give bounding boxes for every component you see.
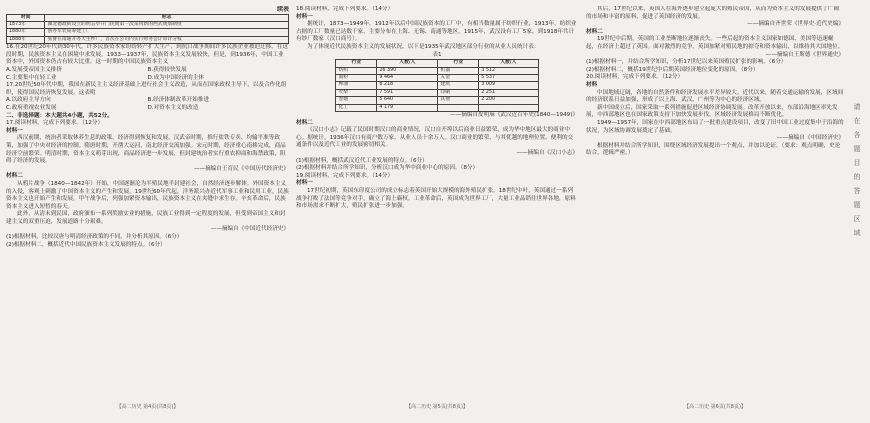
table-cell: 1873年	[7, 22, 45, 29]
table-cell: 纺织	[336, 67, 377, 74]
material-text: 为了体现近代民族资本主义的发展状况，以下是1935年武汉地区部分行业的从业人员统计表：	[307, 43, 540, 50]
sub-question: (1)根据材料一，并结合所学知识，分析17世纪以来英国殖民扩张的影响。（6分）	[586, 59, 787, 66]
table-cell: 3 009	[479, 82, 538, 89]
timeline-table	[6, 14, 289, 45]
table-head-cell: 时间	[7, 14, 45, 21]
question-16: 16.在20世纪20年代到30年代，许多民族资本家纷纷转产扩大生产，到抗日战争期间许多民族企业被迫迁移。在这段时期，民族资本主义在困境中求发展。1933—1937年，民族资本主义发展较快，但是，到1936年，中国工业资本中，外国资本仍占有较大比重。这一时期的中国民族资本主义	[6, 44, 288, 66]
material-text: 《汉口小志》记载了民国时期汉口的商业情况，汉口自开埠以后商业日益繁荣，成为华中地区最大的商业中心。据统计，1936年汉口有商户数万家，从业人员十余万人。汉口商业的繁荣，与其优越的地理位置、便利的交通条件以及近代工业的发展密切相关。	[296, 127, 574, 149]
table-title: 表1	[432, 51, 442, 58]
question-17-options	[6, 97, 289, 112]
sub-question: (1)根据材料，比较汉唐与明清经济政策的不同，并分析其原因。（6分）	[6, 234, 183, 241]
table-cell	[479, 104, 538, 111]
side-char: 在	[853, 117, 861, 125]
table-cell: 化工	[336, 104, 377, 111]
answer-area-side-note	[848, 100, 866, 320]
option: B.获得较快发展	[147, 67, 187, 73]
table-cell: 9 464	[377, 74, 438, 81]
side-char: 请	[853, 103, 861, 111]
side-char: 区	[853, 215, 861, 223]
question-17: 17.阅读材料，完成下列要求。（12分）	[6, 120, 104, 127]
material-label: 材料二	[586, 28, 603, 35]
table-head-cell: 人数/人	[479, 60, 538, 67]
table-cell: 湖北德政街设立的明志亭开门民间第一次采用新的西式规划制度	[45, 22, 289, 29]
material-text: 1949—1957年，国家在中西部地区布局了一批重点建设项目，改变了旧中国工业过度集中于沿海的状况，为区域协调发展奠定了基础。	[586, 119, 844, 134]
material-source: ——摘编自《汉口小志》	[516, 149, 578, 156]
table-cell: 1880年	[7, 29, 45, 36]
option: D.成为中国经济的主体	[147, 74, 204, 81]
table-head-cell: 标志	[45, 14, 289, 21]
option: C.主要集中在轻工业	[6, 74, 57, 81]
side-char: 域	[853, 229, 861, 237]
material-label: 材料	[586, 81, 598, 88]
question-17-choice: 17.20世纪50年代中期，我国在新民主主义经济基础上进行社会主义改造，从而在国家政权主导下，以及合作化组织，使得国民经济恢复发展，这表明	[6, 82, 287, 96]
side-char: 答	[853, 187, 861, 195]
table-head-cell: 人数/人	[377, 60, 438, 67]
material-source: ——摘编自王斯德《世界通史》	[765, 51, 844, 58]
option: C.政府重视农业发展	[6, 104, 57, 111]
table-cell: 1888年	[7, 36, 45, 43]
material-text: 19世纪中后期，英国的工业垄断地位逐渐丧失。一些后起的资本主义国家如德国、美国等迅速崛起，在经济上超过了英国。面对激烈的竞争，英国加紧对殖民地的掠夺和资本输出，以维持其大国地位。	[586, 36, 844, 50]
side-char: 题	[853, 201, 861, 209]
table-cell: 建筑	[438, 82, 479, 89]
side-char: 题	[853, 145, 861, 153]
material-source: ——摘编自《中国近代经济史》	[210, 226, 289, 233]
sub-question: (1)根据材料，概括武汉近代工业发展的特点。（6分）	[296, 157, 428, 164]
question-19: 19.阅读材料，完成下列要求。（14分）	[296, 172, 394, 179]
table-cell	[438, 104, 479, 111]
essay-question: 根据材料并结合所学知识，围绕区域经济发展提出一个观点，并加以论证。（要求：观点明确，史论结合，逻辑严密。）	[586, 142, 841, 157]
page-footer: 【高二历史 第6页(共8页)】	[684, 404, 746, 411]
material-text: 此外，从清末到民国，政府颁布一系列奖励实业的措施，民族工业得到一定程度的发展，但受到帝国主义和封建主义的双重压迫，发展道路十分艰难。	[6, 211, 286, 225]
table-cell: 机器	[438, 67, 479, 74]
table-cell: 4 179	[377, 104, 438, 111]
material-label: 材料二	[296, 119, 313, 126]
table-cell: 榨油	[336, 82, 377, 89]
page-footer: 【高二历史 第5页(共8页)】	[406, 404, 468, 411]
table-cell: 火柴	[336, 89, 377, 96]
option: D.对资本主义的改造	[147, 104, 199, 111]
material-text: 其后，17世纪以来，英国人在海外逐步建立起庞大的殖民帝国，从而为资本主义的发展提供了广阔的市场和丰富的原料，促进了英国经济的发展。	[586, 6, 840, 20]
table-cell: 7 591	[377, 89, 438, 96]
page-column-right	[586, 6, 844, 414]
table-cell: 张謇在南通开办大生纱厂，首次在公司内实行财务会计审计分权	[45, 36, 289, 43]
material-text: 17世纪初期，英国东印度公司的成立标志着英国开始大规模的海外殖民扩张。18世纪中叶，英国通过一系列战争打败了法国等竞争对手，确立了海上霸权。工业革命后，英国成为世界工厂，大量工业品销往世界各地，原料和市场需求不断扩大，殖民扩张进一步加强。	[296, 187, 576, 210]
table-head-cell: 行业	[438, 60, 479, 67]
table-cell: 卷烟	[336, 97, 377, 104]
industry-table	[335, 59, 538, 112]
table-cell: 3 512	[479, 67, 538, 74]
question-20: 20.阅读材料，完成下列要求。（12分）	[586, 74, 684, 81]
side-char: 各	[853, 131, 861, 139]
sub-question: (2)根据材料二，概括19世纪中后期英国经济地位变化的原因。（8分）	[586, 66, 759, 73]
table-cell: 5 640	[377, 97, 438, 104]
material-source: ——摘编自《中国经济史》	[776, 135, 844, 142]
material-label: 材料二	[6, 173, 23, 180]
option: B.经济体制改革开始推进	[147, 97, 210, 104]
material-label: 材料一	[296, 13, 313, 20]
side-char: 目	[853, 159, 861, 167]
continued-table-label: 续表	[276, 6, 289, 13]
material-text: 中国地域辽阔，各地的自然条件和经济发展水平差异较大。近代以来，随着交通运输的发展，区域间的经济联系日益加强，形成了以上海、武汉、广州等为中心的经济区域。	[586, 89, 844, 104]
material-source: ——摘编自齐世荣《世界史·近代史编》	[747, 21, 844, 28]
material-label: 材料一	[6, 127, 23, 134]
question-16-options	[6, 67, 289, 82]
side-char: 的	[853, 173, 861, 181]
material-text: 据统计，1873—1949年，1912年以后中国民族资本的工厂中，有相当数量属于纺织行业，1913年，纺织业占据的工厂数量已达数千家，主要分布在上海、无锡、南通等地区。1915年，武汉设有工厂5家，到1918年共计有纱厂数家（汉口商号）。	[296, 21, 577, 43]
option: A.发展受帝国主义排挤	[6, 67, 62, 73]
option: A.以政府主导方向	[6, 97, 51, 104]
sub-question: (2)根据材料并结合所学知识，分析汉口成为华中商业中心的原因。（8分）	[296, 165, 479, 172]
table-cell: 面粉	[336, 74, 377, 81]
table-head-cell: 行业	[336, 60, 377, 67]
material-label: 材料一	[296, 180, 313, 187]
table-cell: 五金	[438, 74, 479, 81]
material-source: ——摘编自王育民《中国历代经济史》	[193, 165, 289, 172]
table-cell: 其他	[438, 97, 479, 104]
table-cell: 2 251	[479, 89, 538, 96]
material-text: 新中国成立后，国家采取一系列措施促进区域经济协调发展。改革开放以来，东部沿海地区率先发展，中西部地区也在国家政策支持下加快发展步伐，区域经济发展格局不断优化。	[586, 104, 838, 119]
table-cell: 26 390	[377, 67, 438, 74]
section-2-heading: 二、非选择题：本大题共4小题，共52分。	[6, 112, 113, 119]
table-cell: 2 200	[479, 97, 538, 104]
material-text: 从鸦片战争（1840—1842年）开始，中国逐渐沦为半殖民地半封建社会，自然经济逐步解体。外国资本主义的入侵，客观上刺激了中国资本主义的产生和发展。19世纪60年代起，洋务派兴办近代军事工业和民用工业，民族资本主义也开始产生和发展。甲午战争后，列强加紧资本输出，民族资本主义在夹缝中求生存。辛亥革命后，民族资本主义进入短暂的春天。	[6, 180, 289, 210]
page-column-left	[6, 6, 289, 414]
table-source: ——摘编自皮明庥《武汉近百年史(1840—1949)》	[450, 112, 578, 118]
page-column-middle	[296, 6, 578, 414]
table-cell: 印刷	[438, 89, 479, 96]
table-cell: 8 218	[377, 82, 438, 89]
page-footer: 【高二历史 第4页(共8页)】	[116, 404, 179, 411]
material-text: 西汉前期，统治者采取休养生息的政策，经济得到恢复和发展。汉武帝时期，推行盐铁专卖、均输平准等政策，加强了中央对经济的控制。隋唐时期，开凿大运河，南北经济交流加强。宋元时期，经济重心南移完成，商品经济空前繁荣。明清时期，资本主义萌芽出现，商品经济进一步发展，但封建统治者实行重农抑商和海禁政策，阻碍了经济的发展。	[6, 135, 286, 165]
question-18: 18.阅读材料，完成下列要求。（14分）	[296, 6, 394, 12]
table-cell: 创办军装局筹建工厂	[45, 29, 289, 36]
table-cell: 5 537	[479, 74, 538, 81]
sub-question: (2)根据材料二，概括近代中国民族资本主义发展的特点。（6分）	[6, 241, 166, 248]
